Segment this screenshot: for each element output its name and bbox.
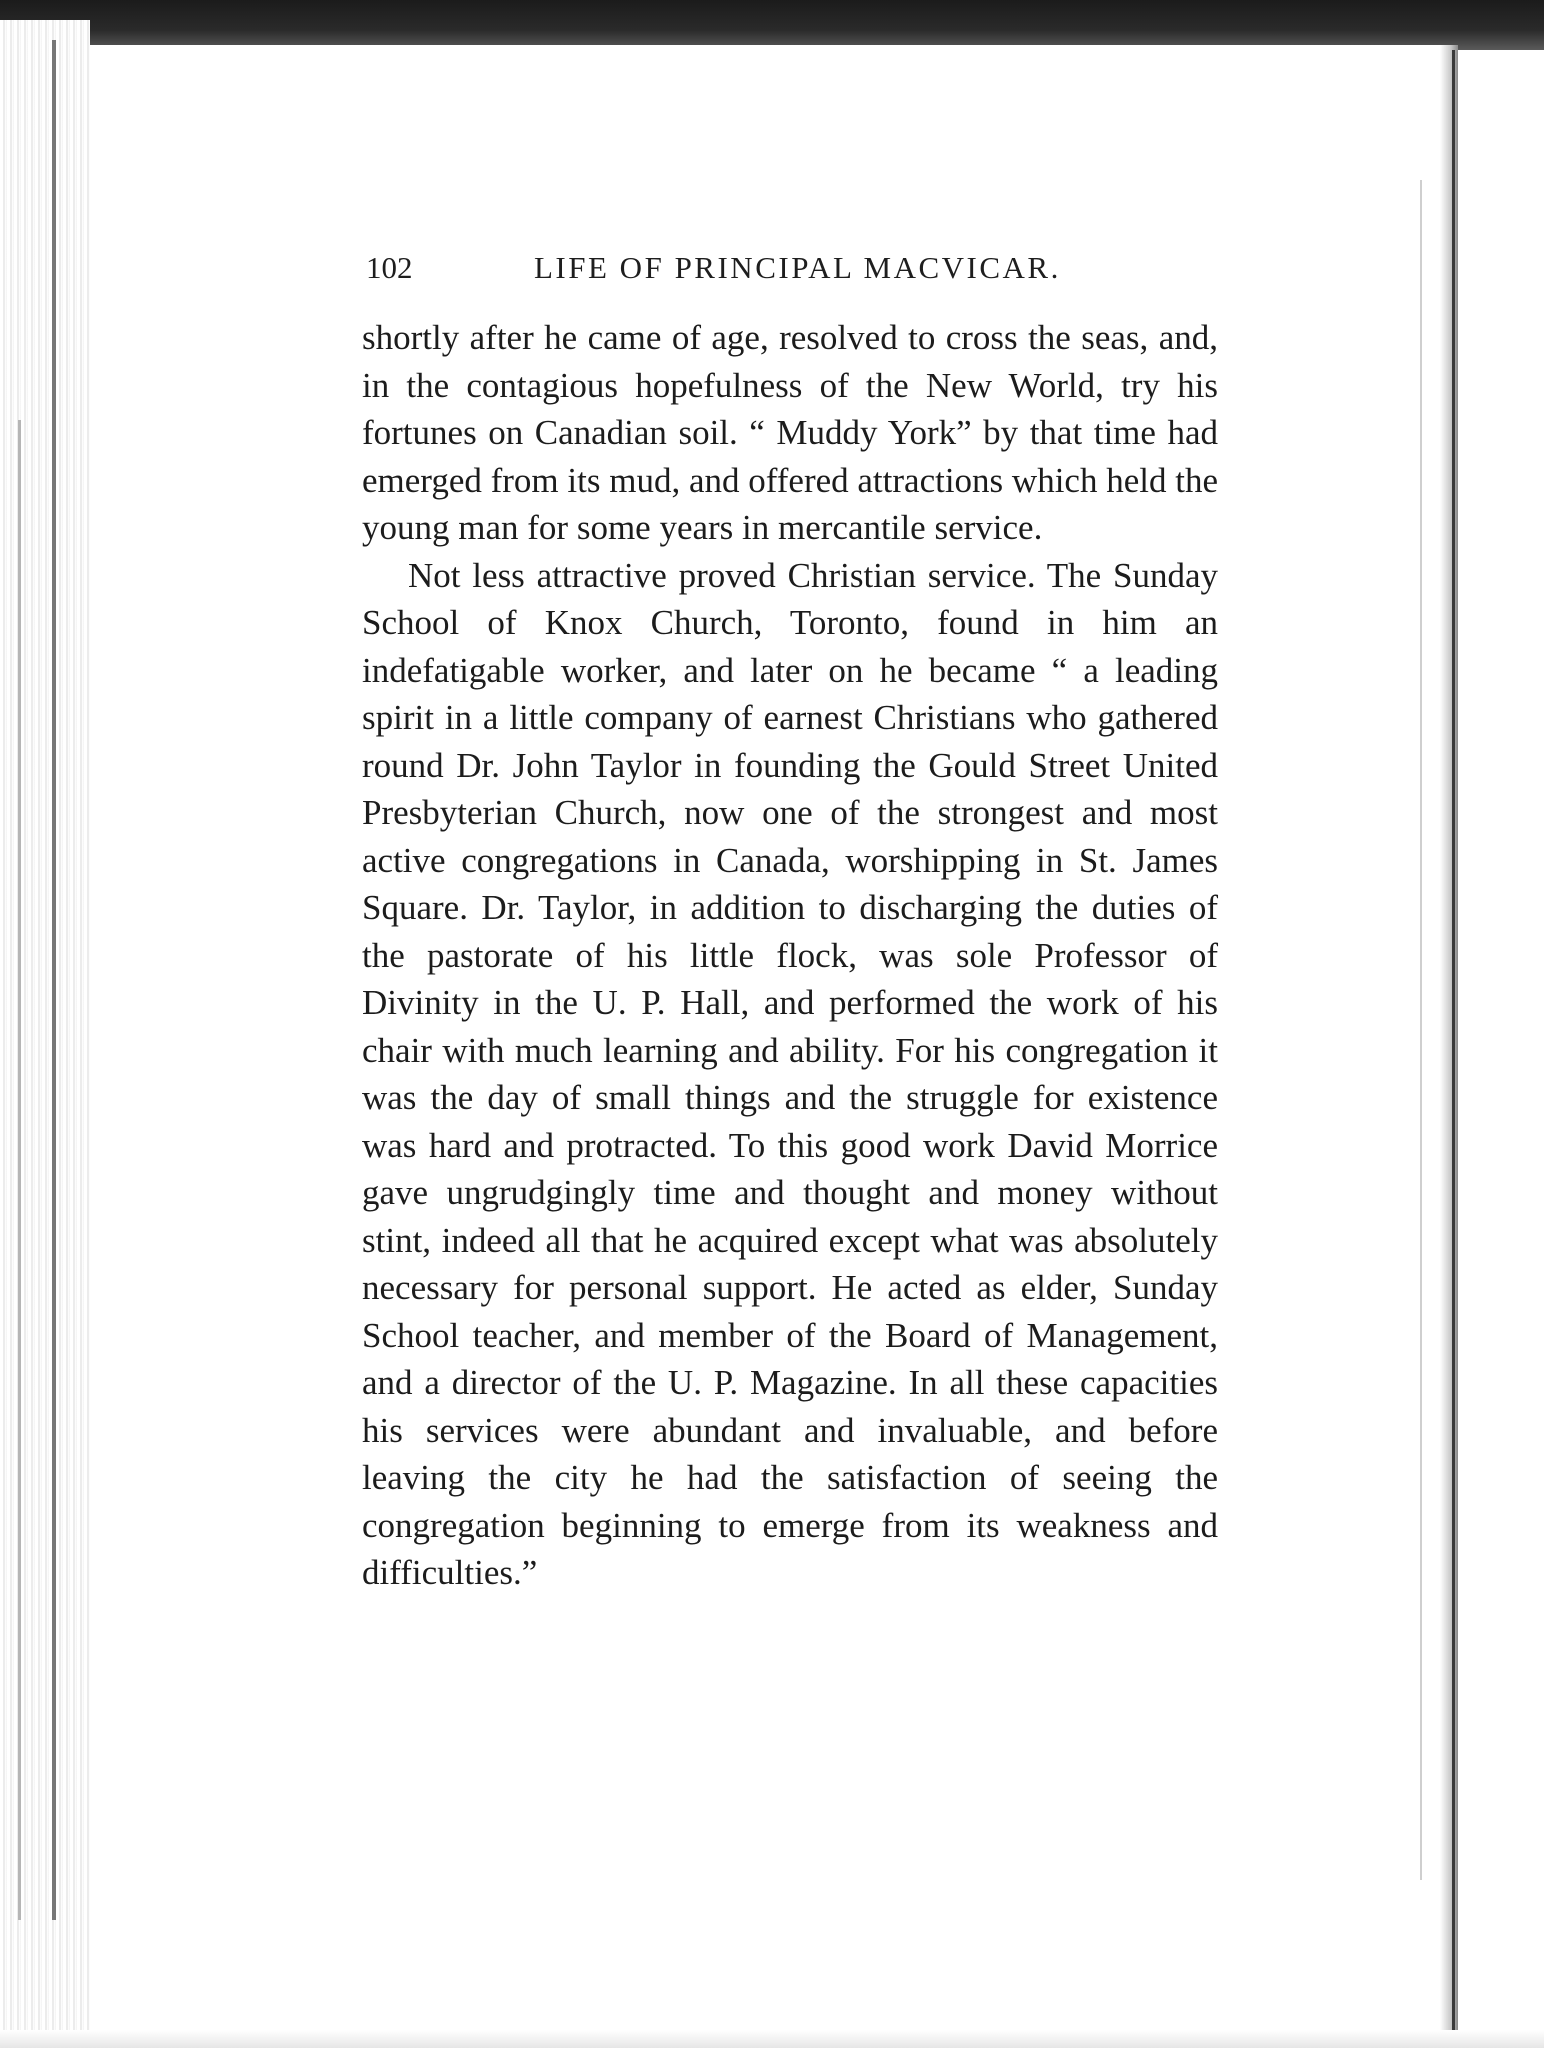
page-edge-line xyxy=(18,420,21,1920)
gutter-line xyxy=(1452,50,1455,2040)
page-number: 102 xyxy=(366,250,413,285)
paragraph: shortly after he came of age, resolved to cross the seas, and, in the contagious hopefulness of the New World, try his fortunes on Canadian soil. “ Muddy York” by that time had emerged from its mud, and offered attractions which held the young man for some years in mercantile service. xyxy=(362,318,1218,547)
book-page-edges xyxy=(0,20,90,2048)
running-head-title: LIFE OF PRINCIPAL MACVICAR. xyxy=(534,250,1061,285)
running-head xyxy=(366,250,1066,300)
scanner-backdrop xyxy=(0,0,1544,50)
facing-page-edge xyxy=(1458,50,1544,2048)
bottom-edge xyxy=(0,2030,1544,2048)
page-fold-line xyxy=(1420,180,1422,1880)
gutter-shadow xyxy=(1440,45,1458,2048)
page-edge-line xyxy=(52,40,56,1920)
body-text xyxy=(362,314,1218,1597)
paragraph: Not less attractive proved Christian service. The Sunday School of Knox Church, Toronto, found in him an indefatigable worker, and later on he became “ a leading spirit in a little company of earnest Christians who gathered round Dr. John Taylor in founding the Gould Street United Presbyterian Church, now one of the strongest and most active congregations in Canada, worshipping in St. James Square. Dr. Taylor, in addition to discharging the duties of the pastorate of his little flock, was sole Professor of Divinity in the U. P. Hall, and performed the work of his chair with much learning and ability. For his congregation it was the day of small things and the struggle for existence was hard and protracted. To this good work David Morrice gave ungrudgingly time and thought and money without stint, indeed all that he acquired except what was absolutely necessary for personal support. He acted as elder, Sunday School teacher, and member of the Board of Management, and a director of the U. P. Magazine. In all these capacities his services were abundant and invaluable, and before leaving the city he had the satisfaction of seeing the congregation beginning to emerge from its weakness and difficulties.” xyxy=(362,555,1218,1592)
